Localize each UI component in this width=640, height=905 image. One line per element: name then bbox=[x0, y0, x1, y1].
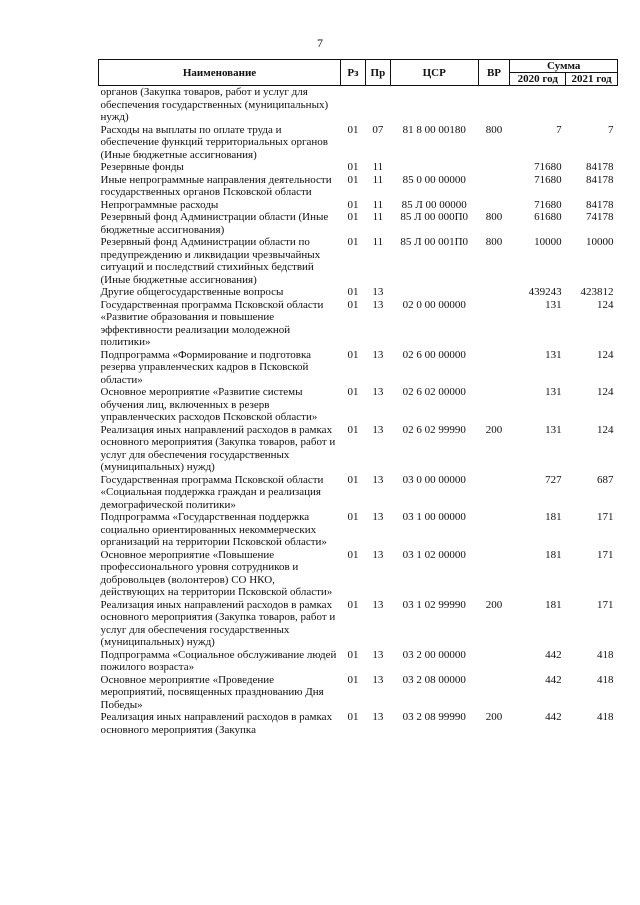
row-2020: 71680 bbox=[534, 173, 562, 186]
row-vr bbox=[478, 474, 510, 512]
row-rz: 01 bbox=[347, 298, 359, 311]
row-rz: 01 bbox=[347, 473, 359, 486]
header-name: Наименование bbox=[99, 60, 341, 86]
row-rz: 01 bbox=[347, 211, 359, 223]
row-rz: 01 bbox=[347, 598, 359, 611]
row-rz: 01 bbox=[347, 423, 359, 436]
row-rz: 01 bbox=[347, 548, 359, 561]
row-2020: 181 bbox=[545, 511, 562, 523]
header-vr: ВР bbox=[478, 60, 510, 86]
row-pr: 13 bbox=[372, 673, 384, 686]
row-name: Резервный фонд Администрации области по предупреждению и ликвидации чрезвычайных ситуаций и последствий стихийных бедствий (Иные бюджетные ассигнования) bbox=[100, 236, 321, 286]
row-2020: 442 bbox=[545, 711, 562, 723]
row-2020: 181 bbox=[545, 598, 562, 611]
row-2021: 171 bbox=[597, 548, 614, 561]
row-2021: 418 bbox=[597, 711, 614, 723]
row-rz bbox=[341, 86, 366, 124]
row-2020: 131 bbox=[545, 386, 562, 398]
row-csr: 02 6 02 00000 bbox=[402, 386, 466, 398]
row-rz: 01 bbox=[347, 711, 359, 723]
row-pr: 11 bbox=[372, 161, 384, 173]
row-csr: 03 2 08 00000 bbox=[402, 673, 466, 686]
row-pr: 11 bbox=[372, 173, 384, 186]
row-csr: 02 0 00 00000 bbox=[402, 298, 466, 311]
row-csr: 81 8 00 00180 bbox=[402, 123, 466, 136]
row-vr: 200 bbox=[485, 598, 503, 611]
table-row bbox=[99, 161, 618, 174]
row-vr bbox=[478, 649, 510, 674]
row-2021: 7 bbox=[608, 123, 614, 136]
row-2021: 84178 bbox=[586, 161, 614, 173]
row-2020: 7 bbox=[556, 123, 562, 136]
row-rz: 01 bbox=[347, 236, 359, 248]
row-2020: 10000 bbox=[534, 236, 562, 248]
header-2020: 2020 год bbox=[510, 73, 566, 86]
row-vr: 800 bbox=[485, 123, 503, 136]
row-csr: 85 Л 00 001П0 bbox=[400, 236, 469, 248]
table-header bbox=[99, 60, 618, 86]
header-csr: ЦСР bbox=[390, 60, 478, 86]
row-name: Реализация иных направлений расходов в рамках основного мероприятия (Закупка товаров, работ и услуг для обеспечения государственных (муниципальных) нужд) bbox=[100, 598, 336, 648]
row-vr: 800 bbox=[485, 211, 503, 223]
row-vr bbox=[478, 286, 510, 299]
table-row bbox=[99, 286, 618, 299]
row-rz: 01 bbox=[347, 198, 359, 211]
row-name: Реализация иных направлений расходов в рамках основного мероприятия (Закупка bbox=[100, 711, 333, 736]
row-csr bbox=[390, 86, 478, 124]
row-pr: 13 bbox=[372, 473, 384, 486]
row-2021: 423812 bbox=[580, 286, 614, 298]
row-pr: 13 bbox=[372, 423, 384, 436]
row-vr: 200 bbox=[485, 423, 503, 436]
row-vr bbox=[478, 86, 510, 124]
row-pr: 13 bbox=[372, 548, 384, 561]
row-2021: 687 bbox=[597, 473, 614, 486]
row-2021: 171 bbox=[597, 598, 614, 611]
row-csr: 85 0 00 00000 bbox=[402, 173, 466, 186]
row-pr: 07 bbox=[372, 123, 384, 136]
table-row bbox=[99, 86, 618, 124]
row-name: Основное мероприятие «Развитие системы обучения лиц, включенных в резерв управленческих расходов Псковской области» bbox=[100, 386, 318, 423]
row-name: Другие общегосударственные вопросы bbox=[100, 286, 284, 298]
header-sum: Сумма bbox=[510, 60, 618, 73]
table-row bbox=[99, 511, 618, 549]
row-pr: 11 bbox=[372, 198, 384, 211]
table-body bbox=[99, 86, 618, 737]
header-rz: Рз bbox=[341, 60, 366, 86]
row-2021: 10000 bbox=[586, 236, 614, 248]
row-2020: 131 bbox=[545, 348, 562, 361]
row-vr bbox=[478, 199, 510, 212]
row-vr bbox=[478, 549, 510, 599]
row-rz: 01 bbox=[347, 511, 359, 523]
header-2021: 2021 год bbox=[566, 73, 618, 86]
row-pr: 13 bbox=[372, 286, 384, 298]
row-2020 bbox=[510, 86, 566, 124]
row-name: Подпрограмма «Социальное обслуживание людей пожилого возраста» bbox=[100, 648, 337, 673]
table-row bbox=[99, 199, 618, 212]
row-name: Подпрограмма «Формирование и подготовка резерва управленческих кадров в Псковской области» bbox=[100, 348, 312, 386]
row-vr bbox=[478, 299, 510, 349]
row-pr: 13 bbox=[372, 386, 384, 398]
row-csr: 03 2 08 99990 bbox=[402, 711, 466, 723]
row-vr: 800 bbox=[485, 236, 503, 248]
table-row bbox=[99, 674, 618, 712]
table-row bbox=[99, 174, 618, 199]
row-pr: 13 bbox=[372, 511, 384, 523]
row-name: Подпрограмма «Государственная поддержка социально ориентированных некоммерческих организаций на территории Псковской области» bbox=[100, 511, 327, 548]
row-name: Иные непрограммные направления деятельности государственных органов Псковской области bbox=[100, 173, 332, 198]
table-row bbox=[99, 599, 618, 649]
row-2021: 124 bbox=[597, 348, 614, 361]
row-name: Государственная программа Псковской области «Развитие образования и повышение эффективности реализации молодежной политики» bbox=[100, 298, 324, 348]
row-csr: 02 6 00 00000 bbox=[402, 348, 466, 361]
row-pr: 11 bbox=[372, 236, 384, 248]
row-2021: 124 bbox=[597, 386, 614, 398]
row-2021: 418 bbox=[597, 673, 614, 686]
row-vr bbox=[478, 511, 510, 549]
table-row bbox=[99, 474, 618, 512]
row-2021: 124 bbox=[597, 298, 614, 311]
table-row bbox=[99, 349, 618, 387]
row-2021: 74178 bbox=[586, 211, 614, 223]
row-name: Резервные фонды bbox=[100, 161, 184, 173]
row-name: Основное мероприятие «Повышение профессионального уровня сотрудников и добровольцев (волонтеров) СО НКО, действующих на территории Псковской области» bbox=[100, 548, 333, 598]
row-2021: 84178 bbox=[586, 173, 614, 186]
row-2020: 727 bbox=[545, 473, 562, 486]
table-row bbox=[99, 711, 618, 736]
table-row bbox=[99, 386, 618, 424]
row-name: Основное мероприятие «Проведение мероприятий, посвященных празднованию Дня Победы» bbox=[100, 673, 324, 711]
row-pr bbox=[365, 86, 390, 124]
row-vr bbox=[478, 386, 510, 424]
row-rz: 01 bbox=[347, 386, 359, 398]
row-rz: 01 bbox=[347, 648, 359, 661]
row-rz: 01 bbox=[347, 123, 359, 136]
row-csr: 03 2 00 00000 bbox=[402, 648, 466, 661]
row-pr: 13 bbox=[372, 298, 384, 311]
row-csr bbox=[390, 161, 478, 174]
row-csr: 03 0 00 00000 bbox=[402, 473, 466, 486]
table-row bbox=[99, 211, 618, 236]
row-csr: 03 1 02 99990 bbox=[402, 598, 466, 611]
row-2021: 418 bbox=[597, 648, 614, 661]
row-vr bbox=[478, 174, 510, 199]
table-row bbox=[99, 299, 618, 349]
row-2020: 71680 bbox=[534, 161, 562, 173]
row-csr: 85 Л 00 000П0 bbox=[400, 211, 469, 223]
row-vr bbox=[478, 161, 510, 174]
row-rz: 01 bbox=[347, 173, 359, 186]
row-vr bbox=[478, 674, 510, 712]
budget-table bbox=[98, 59, 618, 736]
row-pr: 13 bbox=[372, 711, 384, 723]
row-2020: 181 bbox=[545, 548, 562, 561]
table-row bbox=[99, 236, 618, 286]
row-csr bbox=[390, 286, 478, 299]
row-2020: 131 bbox=[545, 298, 562, 311]
row-2020: 442 bbox=[545, 673, 562, 686]
row-2020: 439243 bbox=[528, 286, 562, 298]
row-name: Государственная программа Псковской области «Социальная поддержка граждан и реализация демографической политики» bbox=[100, 473, 324, 511]
row-2020: 71680 bbox=[534, 198, 562, 211]
row-pr: 11 bbox=[372, 211, 384, 223]
row-2021: 124 bbox=[597, 423, 614, 436]
row-2020: 131 bbox=[545, 423, 562, 436]
row-rz: 01 bbox=[347, 348, 359, 361]
row-rz: 01 bbox=[347, 161, 359, 173]
row-vr bbox=[478, 349, 510, 387]
table-row bbox=[99, 549, 618, 599]
row-rz: 01 bbox=[347, 673, 359, 686]
row-pr: 13 bbox=[372, 348, 384, 361]
row-vr: 200 bbox=[485, 711, 503, 723]
row-2021: 171 bbox=[597, 511, 614, 523]
page-number: 7 bbox=[317, 36, 323, 50]
row-name: Непрограммные расходы bbox=[100, 198, 219, 211]
row-rz: 01 bbox=[347, 286, 359, 298]
row-csr: 03 1 02 00000 bbox=[402, 548, 466, 561]
row-pr: 13 bbox=[372, 648, 384, 661]
table-row bbox=[99, 424, 618, 474]
row-name: органов (Закупка товаров, работ и услуг для обеспечения государственных (муниципальных) нужд) bbox=[100, 86, 329, 123]
row-name: Реализация иных направлений расходов в рамках основного мероприятия (Закупка товаров, работ и услуг для обеспечения государственных (муниципальных) нужд) bbox=[100, 423, 336, 473]
table-row bbox=[99, 649, 618, 674]
row-2020: 442 bbox=[545, 648, 562, 661]
table-row bbox=[99, 124, 618, 162]
row-name: Расходы на выплаты по оплате труда и обеспечение функций территориальных органов (Иные бюджетные ассигнования) bbox=[100, 123, 328, 161]
row-csr: 85 Л 00 00000 bbox=[401, 198, 467, 211]
row-name: Резервный фонд Администрации области (Иные бюджетные ассигнования) bbox=[100, 211, 329, 236]
row-2020: 61680 bbox=[534, 211, 562, 223]
row-2021 bbox=[566, 86, 618, 124]
row-pr: 13 bbox=[372, 598, 384, 611]
header-pr: Пр bbox=[365, 60, 390, 86]
row-csr: 03 1 00 00000 bbox=[402, 511, 466, 523]
row-2021: 84178 bbox=[586, 198, 614, 211]
row-csr: 02 6 02 99990 bbox=[402, 423, 466, 436]
